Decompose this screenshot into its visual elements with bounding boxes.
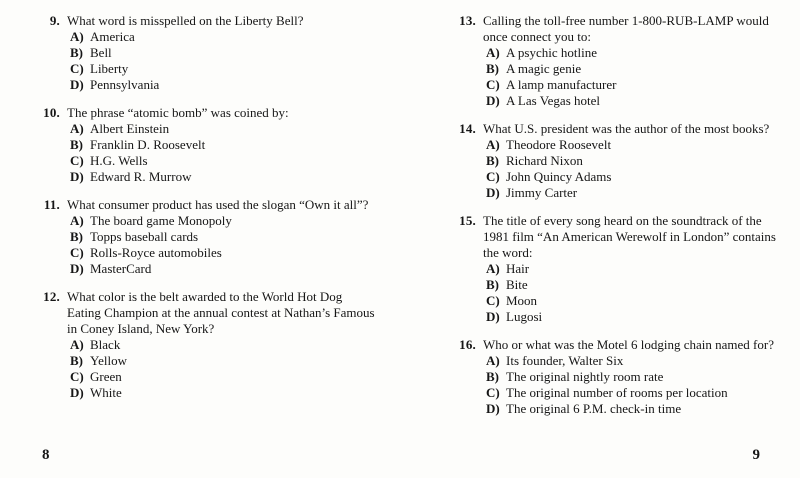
page-number-right: 9 xyxy=(752,447,760,463)
option-letter: A) xyxy=(486,45,500,60)
option-text: A lamp manufacturer xyxy=(506,77,617,92)
options-list xyxy=(486,137,790,201)
option-text: H.G. Wells xyxy=(90,153,148,168)
option-text: Topps baseball cards xyxy=(90,229,199,244)
option-text: Theodore Roosevelt xyxy=(506,137,612,152)
answer-option xyxy=(70,353,376,369)
option-letter: D) xyxy=(70,385,84,400)
option-letter: D) xyxy=(486,309,500,324)
option-letter: B) xyxy=(486,277,499,292)
option-letter: B) xyxy=(70,353,83,368)
option-text: John Quincy Adams xyxy=(506,169,612,184)
options-list xyxy=(70,29,376,93)
option-text: Green xyxy=(90,369,122,384)
option-letter: D) xyxy=(486,401,500,416)
option-text: Albert Einstein xyxy=(90,121,170,136)
option-letter: B) xyxy=(70,137,83,152)
question-number: 16. xyxy=(459,337,476,352)
option-letter: C) xyxy=(486,293,500,308)
question-11 xyxy=(34,197,376,277)
option-letter: A) xyxy=(70,337,84,352)
options-list xyxy=(486,45,790,109)
option-text: Edward R. Murrow xyxy=(90,169,192,184)
option-text: The original 6 P.M. check-in time xyxy=(506,401,682,416)
option-letter: C) xyxy=(486,77,500,92)
option-letter: B) xyxy=(70,229,83,244)
option-text: The original nightly room rate xyxy=(506,369,664,384)
option-letter: D) xyxy=(486,185,500,200)
option-text: The board game Monopoly xyxy=(90,213,232,228)
answer-option xyxy=(486,353,790,369)
option-text: White xyxy=(90,385,122,400)
option-letter: B) xyxy=(486,369,499,384)
option-letter: A) xyxy=(486,261,500,276)
options-list xyxy=(486,261,790,325)
question-9 xyxy=(34,13,376,93)
page-number-left: 8 xyxy=(42,447,50,463)
answer-option xyxy=(486,45,790,61)
option-letter: A) xyxy=(70,29,84,44)
option-letter: D) xyxy=(70,261,84,276)
answer-option xyxy=(486,169,790,185)
option-text: Franklin D. Roosevelt xyxy=(90,137,206,152)
option-letter: C) xyxy=(70,61,84,76)
question-12 xyxy=(34,289,376,401)
answer-option xyxy=(486,261,790,277)
option-text: MasterCard xyxy=(90,261,152,276)
option-text: Yellow xyxy=(90,353,127,368)
option-letter: A) xyxy=(70,213,84,228)
answer-option xyxy=(70,45,376,61)
question-number: 9. xyxy=(49,13,60,28)
answer-option xyxy=(486,137,790,153)
answer-option xyxy=(70,385,376,401)
option-text: Black xyxy=(90,337,121,352)
option-text: Liberty xyxy=(90,61,129,76)
answer-option xyxy=(486,77,790,93)
question-15 xyxy=(450,213,790,325)
option-text: Jimmy Carter xyxy=(506,185,578,200)
answer-option xyxy=(486,61,790,77)
question-number: 13. xyxy=(459,13,476,28)
answer-option xyxy=(486,185,790,201)
options-list xyxy=(70,213,376,277)
option-letter: A) xyxy=(486,353,500,368)
option-text: Rolls-Royce automobiles xyxy=(90,245,222,260)
option-letter: C) xyxy=(486,385,500,400)
option-text: Bell xyxy=(90,45,112,60)
answer-option xyxy=(70,61,376,77)
option-text: A magic genie xyxy=(506,61,582,76)
answer-option xyxy=(70,29,376,45)
question-number: 12. xyxy=(43,289,60,304)
option-text: Bite xyxy=(506,277,528,292)
question-number: 14. xyxy=(459,121,476,136)
answer-option xyxy=(70,229,376,245)
options-list xyxy=(70,337,376,401)
option-letter: C) xyxy=(70,153,84,168)
answer-option xyxy=(70,121,376,137)
question-text: Calling the toll-free number 1-800-RUB-LAMP would once connect you to: xyxy=(483,13,769,44)
question-text: What consumer product has used the slogan “Own it all”? xyxy=(67,197,369,212)
question-13 xyxy=(450,13,790,109)
option-letter: D) xyxy=(70,169,84,184)
option-text: A Las Vegas hotel xyxy=(506,93,600,108)
option-text: A psychic hotline xyxy=(506,45,597,60)
option-letter: C) xyxy=(486,169,500,184)
option-text: Its founder, Walter Six xyxy=(506,353,624,368)
question-text: What U.S. president was the author of the most books? xyxy=(483,121,770,136)
question-text: What word is misspelled on the Liberty Bell? xyxy=(67,13,304,28)
answer-option xyxy=(486,401,790,417)
option-letter: B) xyxy=(70,45,83,60)
question-text: What color is the belt awarded to the World Hot Dog Eating Champion at the annual contest at Nathan’s Famous in Coney Island, New York? xyxy=(67,289,375,336)
option-letter: D) xyxy=(70,77,84,92)
answer-option xyxy=(70,213,376,229)
option-letter: A) xyxy=(70,121,84,136)
option-letter: D) xyxy=(486,93,500,108)
page-left-content xyxy=(0,0,400,401)
option-letter: C) xyxy=(70,369,84,384)
question-10 xyxy=(34,105,376,185)
page-right-content xyxy=(400,0,800,417)
question-text: Who or what was the Motel 6 lodging chain named for? xyxy=(483,337,774,352)
answer-option xyxy=(70,369,376,385)
option-text: America xyxy=(90,29,135,44)
answer-option xyxy=(486,369,790,385)
answer-option xyxy=(70,77,376,93)
answer-option xyxy=(486,153,790,169)
answer-option xyxy=(70,337,376,353)
question-16 xyxy=(450,337,790,417)
answer-option xyxy=(70,153,376,169)
answer-option xyxy=(486,293,790,309)
answer-option xyxy=(486,277,790,293)
page-right xyxy=(400,0,800,478)
option-letter: C) xyxy=(70,245,84,260)
answer-option xyxy=(70,169,376,185)
question-14 xyxy=(450,121,790,201)
option-letter: A) xyxy=(486,137,500,152)
answer-option xyxy=(70,245,376,261)
answer-option xyxy=(486,385,790,401)
answer-option xyxy=(486,93,790,109)
option-text: Moon xyxy=(506,293,538,308)
answer-option xyxy=(486,309,790,325)
question-number: 15. xyxy=(459,213,476,228)
question-number: 10. xyxy=(43,105,60,120)
answer-option xyxy=(70,261,376,277)
question-number: 11. xyxy=(43,197,60,212)
question-text: The phrase “atomic bomb” was coined by: xyxy=(67,105,289,120)
option-text: Hair xyxy=(506,261,530,276)
question-text: The title of every song heard on the soundtrack of the 1981 film “An American Werewolf in London” contains the word: xyxy=(483,213,776,260)
answer-option xyxy=(70,137,376,153)
options-list xyxy=(486,353,790,417)
option-text: The original number of rooms per location xyxy=(506,385,728,400)
option-letter: B) xyxy=(486,61,499,76)
options-list xyxy=(70,121,376,185)
option-text: Richard Nixon xyxy=(506,153,583,168)
option-text: Lugosi xyxy=(506,309,543,324)
option-letter: B) xyxy=(486,153,499,168)
option-text: Pennsylvania xyxy=(90,77,160,92)
